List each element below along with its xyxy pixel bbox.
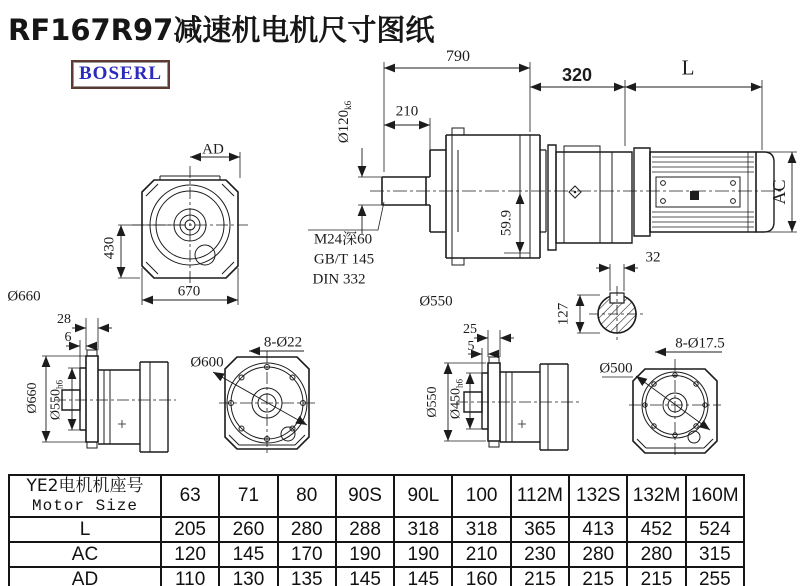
col-header: 160M — [686, 475, 744, 517]
cell: 524 — [686, 517, 744, 542]
cell: 190 — [394, 542, 452, 567]
dim-6: 6 — [64, 330, 72, 345]
row-label: AD — [9, 567, 161, 586]
table-row-AC — [9, 542, 744, 567]
col-header: 132S — [569, 475, 627, 517]
cell: 110 — [161, 567, 219, 586]
dim-127: 127 — [555, 302, 572, 326]
cell: 260 — [219, 517, 277, 542]
dim-dia-500: Ø500 — [599, 360, 633, 377]
cell: 288 — [336, 517, 394, 542]
dim-dia-600: Ø600 — [190, 354, 224, 371]
cell: 215 — [627, 567, 685, 586]
col-header: 112M — [511, 475, 569, 517]
row-label: L — [9, 517, 161, 542]
label-flange-dia-550: Ø550 — [419, 293, 453, 310]
cell: 215 — [569, 567, 627, 586]
dim-430: 430 — [101, 236, 118, 260]
cell: 230 — [511, 542, 569, 567]
col-header: 71 — [219, 475, 277, 517]
col-header: 100 — [452, 475, 510, 517]
cell: 145 — [219, 542, 277, 567]
dim-shaft-diameter: $Ø120_{k6}$ — [336, 100, 353, 144]
cell: 135 — [278, 567, 336, 586]
dim-5: 5 — [467, 339, 475, 354]
gearbox-front-view — [118, 152, 248, 305]
cell: 215 — [511, 567, 569, 586]
cell: 255 — [686, 567, 744, 586]
dim-25: 25 — [463, 322, 477, 337]
cell: 120 — [161, 542, 219, 567]
cell: 145 — [336, 567, 394, 586]
dim-ad: AD — [202, 141, 224, 158]
dim-bolt-holes-8x22: 8-Ø22 — [263, 334, 303, 351]
gearbox-side-view — [308, 62, 797, 265]
cell: 130 — [219, 567, 277, 586]
header-cn: YE2电机机座号 — [26, 476, 144, 497]
label-outer-dia-660: Ø660 — [7, 288, 41, 305]
table-row-L — [9, 517, 744, 542]
dim-key-32: 32 — [645, 249, 661, 266]
col-header: 90S — [336, 475, 394, 517]
dim-dia-550: Ø550 — [425, 386, 440, 418]
table-row-AD — [9, 567, 744, 586]
cell: 280 — [627, 542, 685, 567]
cell: 452 — [627, 517, 685, 542]
page-title: RF167R97减速机电机尺寸图纸 — [8, 13, 435, 47]
dim-670: 670 — [177, 283, 201, 300]
dim-28: 28 — [57, 312, 71, 327]
dim-motor-ac: AC — [769, 179, 789, 205]
cell: 315 — [686, 542, 744, 567]
dim-790: 790 — [446, 48, 470, 65]
cell: 145 — [394, 567, 452, 586]
label-standard-gbt: GB/T 145 — [313, 251, 375, 268]
cell: 205 — [161, 517, 219, 542]
cell: 190 — [336, 542, 394, 567]
output-flange-face-view — [213, 351, 315, 453]
row-label: AC — [9, 542, 161, 567]
dim-dia-660: Ø660 — [25, 382, 40, 414]
header-en: Motor Size — [31, 496, 138, 515]
dim-dia-550h6: $Ø550_{h6}$ — [48, 379, 65, 421]
cell: 413 — [569, 517, 627, 542]
shaft-section-view — [577, 264, 645, 342]
cell: 280 — [278, 517, 336, 542]
motor-flange-side-view — [444, 330, 582, 450]
dim-59-9: 59.9 — [498, 209, 515, 237]
dim-bolt-holes-8x17-5: 8-Ø17.5 — [675, 335, 725, 352]
dim-210: 210 — [395, 103, 419, 120]
cell: 170 — [278, 542, 336, 567]
col-header: 90L — [394, 475, 452, 517]
label-tap-hole: M24深60 — [313, 231, 373, 248]
col-header: 80 — [278, 475, 336, 517]
motor-size-table — [8, 474, 745, 586]
col-header: 132M — [627, 475, 685, 517]
table-header-motor-size — [9, 475, 161, 517]
dim-motor-length-L: L — [681, 55, 695, 80]
dim-320: 320 — [561, 65, 593, 85]
table-header-row — [9, 475, 744, 517]
cell: 365 — [511, 517, 569, 542]
cell: 318 — [452, 517, 510, 542]
col-header: 63 — [161, 475, 219, 517]
cell: 210 — [452, 542, 510, 567]
dim-dia-450h6: $Ø450_{h6}$ — [448, 378, 465, 420]
label-standard-din: DIN 332 — [312, 271, 366, 288]
cell: 318 — [394, 517, 452, 542]
cell: 280 — [569, 542, 627, 567]
brand-logo-text: BOSERL — [79, 63, 163, 84]
cell: 160 — [452, 567, 510, 586]
